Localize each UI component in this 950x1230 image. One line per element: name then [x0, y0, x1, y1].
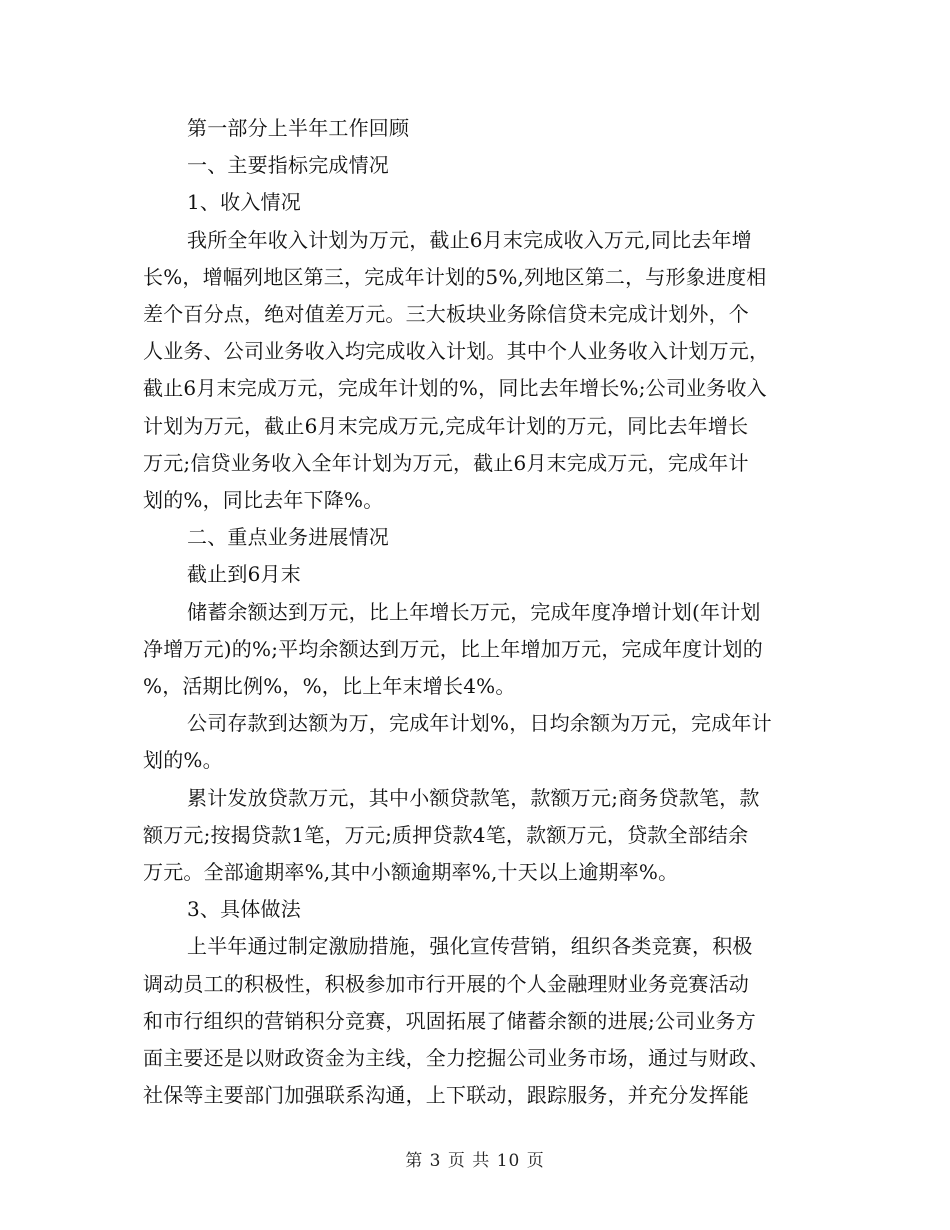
- section-heading: 第一部分上半年工作回顾: [187, 116, 410, 140]
- body-text-line: 储蓄余额达到万元，比上年增长万元，完成年度净增计划(年计划: [187, 599, 761, 624]
- body-text-line: 额万元;按揭贷款1笔，万元;质押贷款4笔，款额万元，贷款全部结余: [143, 822, 749, 847]
- body-text-line: 截止6月末完成万元，完成年计划的%，同比去年增长%;公司业务收入: [143, 376, 767, 401]
- body-text-line: 截止到6月末: [187, 562, 301, 587]
- body-text-line: 划的%。: [143, 748, 223, 773]
- body-text-line: 净增万元)的%;平均余额达到万元，比上年增加万元，完成年度计划的: [143, 636, 763, 661]
- body-text-line: 上半年通过制定激励措施，强化宣传营销，组织各类竞赛，积极: [187, 934, 753, 959]
- body-text-line: 划的%，同比去年下降%。: [143, 488, 384, 513]
- body-text-line: 调动员工的积极性，积极参加市行开展的个人金融理财业务竞赛活动: [143, 971, 749, 996]
- body-text-line: 差个百分点，绝对值差万元。三大板块业务除信贷未完成计划外，个: [143, 302, 749, 327]
- body-text-line: %，活期比例%，%，比上年末增长4%。: [143, 674, 516, 699]
- page-footer: 第 3 页 共 10 页: [405, 1151, 545, 1171]
- body-text-line: 计划为万元，截止6月末完成万元,完成年计划的万元，同比去年增长: [143, 413, 749, 438]
- body-text-line: 万元。全部逾期率%,其中小额逾期率%,十天以上逾期率%。: [143, 860, 679, 885]
- body-text-line: 公司存款到达额为万，完成年计划%，日均余额为万元，完成年计: [187, 711, 772, 736]
- body-text-line: 累计发放贷款万元，其中小额贷款笔，款额万元;商务贷款笔，款: [187, 785, 760, 810]
- body-text-line: 我所全年收入计划为万元，截止6月末完成收入万元,同比去年增: [187, 227, 752, 252]
- subheading: 1、收入情况: [187, 190, 301, 215]
- body-text-line: 长%，增幅列地区第三，完成年计划的5%,列地区第二，与形象进度相: [143, 264, 767, 289]
- subheading: 二、重点业务进展情况: [187, 525, 389, 550]
- body-text-line: 人业务、公司业务收入均完成收入计划。其中个人业务收入计划万元，: [143, 339, 770, 364]
- body-text-line: 和市行组织的营销积分竞赛，巩固拓展了储蓄余额的进展;公司业务方: [143, 1008, 756, 1033]
- body-text-line: 社保等主要部门加强联系沟通，上下联动，跟踪服务，并充分发挥能: [143, 1083, 749, 1108]
- document-body: [143, 110, 813, 1114]
- subheading: 一、主要指标完成情况: [187, 153, 389, 178]
- body-text-line: 万元;信贷业务收入全年计划为万元，截止6月末完成万元，完成年计: [143, 450, 749, 475]
- body-text-line: 面主要还是以财政资金为主线，全力挖掘公司业务市场，通过与财政、: [143, 1046, 770, 1071]
- subheading: 3、具体做法: [187, 897, 301, 922]
